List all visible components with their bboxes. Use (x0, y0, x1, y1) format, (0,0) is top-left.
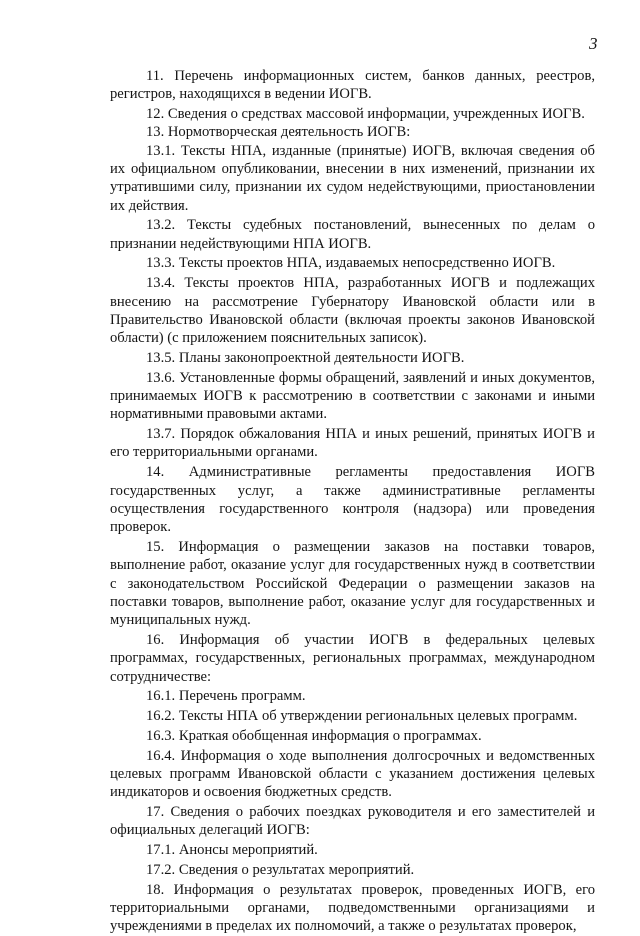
item-13: 13. Нормотворческая деятельность ИОГВ: (146, 124, 411, 141)
item-13-3: 13.3. Тексты проектов НПА, издаваемых непосредственно ИОГВ. (146, 255, 556, 272)
item-13-7: 13.7. Порядок обжалования НПА и иных решений, принятых ИОГВ и его территориальными органами. (110, 426, 595, 461)
item-13-1: 13.1. Тексты НПА, изданные (принятые) ИОГВ, включая сведения об их официальном опубликовании, внесении в них изменений, признании их утратившими силу, признании их судом недействующими, приостановлении их действия. (110, 142, 595, 214)
item-16-4: 16.4. Информация о ходе выполнения долгосрочных и ведомственных целевых программ Ивановской области с указанием достижения целевых индикаторов и освоения бюджетных средств. (110, 747, 595, 801)
item-17-1: 17.1. Анонсы мероприятий. (146, 842, 318, 859)
item-17-2: 17.2. Сведения о результатах мероприятий. (146, 861, 415, 878)
item-15: 15. Информация о размещении заказов на поставки товаров, выполнение работ, оказание услуг для государственных нужд в соответствии с законодательством Российской Федерации о размещении заказов на поставки товаров, выполнение работ, оказание услуг для государственных и муниципальных нужд. (110, 538, 595, 629)
item-14: 14. Административные регламенты предоставления ИОГВ государственных услуг, а также административные регламенты осуществления государственного контроля (надзора) или проведения проверок. (110, 464, 595, 536)
item-13-2: 13.2. Тексты судебных постановлений, вынесенных по делам о признании недействующими НПА ИОГВ. (110, 217, 595, 252)
item-16: 16. Информация об участии ИОГВ в федеральных целевых программах, государственных, региональных программах, международном сотрудничестве: (110, 631, 595, 685)
item-17: 17. Сведения о рабочих поездках руководителя и его заместителей и официальных делегаций ИОГВ: (110, 804, 595, 839)
item-18: 18. Информация о результатах проверок, проведенных ИОГВ, его территориальными органами, подведомственными организациями и учреждениями в пределах их полномочий, а также о результатах проверок, (110, 881, 595, 935)
item-11: 11. Перечень информационных систем, банков данных, реестров, регистров, находящихся в ведении ИОГВ. (110, 68, 595, 103)
item-13-6: 13.6. Установленные формы обращений, заявлений и иных документов, принимаемых ИОГВ к рассмотрению в соответствии с законами и иными нормативными правовыми актами. (110, 369, 595, 423)
item-13-5: 13.5. Планы законопроектной деятельности ИОГВ. (146, 349, 465, 366)
document-body (110, 67, 595, 936)
item-16-1: 16.1. Перечень программ. (146, 688, 306, 705)
item-13-4: 13.4. Тексты проектов НПА, разработанных ИОГВ и подлежащих внесению на рассмотрение Губернатору Ивановской области или в Правительство Ивановской области (включая проекты законов Ивановской области) (с приложением пояснительных записок). (110, 275, 595, 347)
item-12: 12. Сведения о средствах массовой информации, учрежденных ИОГВ. (146, 106, 585, 123)
item-16-2: 16.2. Тексты НПА об утверждении региональных целевых программ. (146, 708, 578, 725)
item-16-3: 16.3. Краткая обобщенная информация о программах. (146, 727, 482, 744)
page-number: 3 (589, 34, 598, 53)
